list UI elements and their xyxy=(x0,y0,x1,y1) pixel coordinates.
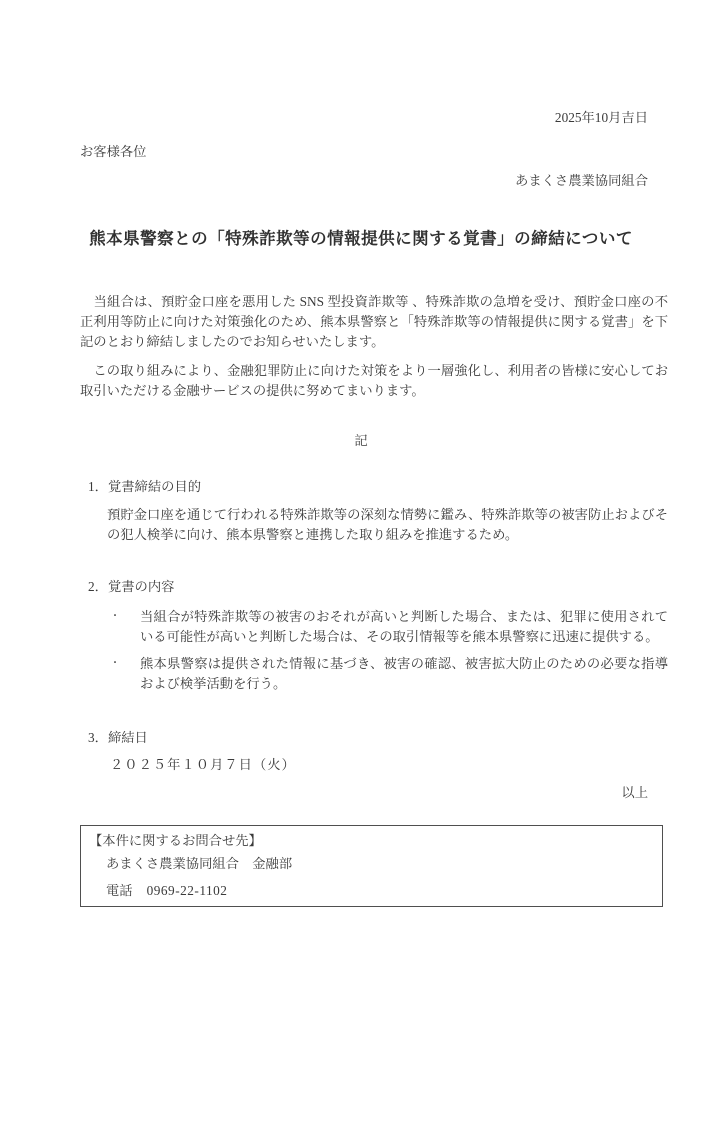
contact-organization: あまくさ農業協同組合 金融部 xyxy=(106,856,293,871)
sender-organization: あまくさ農業協同組合 xyxy=(515,173,648,188)
body-paragraph-1: 当組合は、預貯金口座を悪用した SNS 型投資詐欺等 、特殊詐欺の急増を受け、預貯金口座の不正利用等防止に向けた対策強化のため、熊本県警察と「特殊詐欺等の情報提供に関する覚書」を下記のとおり締結しましたのでお知らせいたします。 xyxy=(80,294,668,349)
body-paragraph-2: この取り組みにより、金融犯罪防止に向けた対策をより一層強化し、利用者の皆様に安心してお取引いただける金融サービスの提供に努めてまいります。 xyxy=(80,363,668,398)
section-2-bullet-1 xyxy=(80,607,668,647)
contact-box-title: 【本件に関するお問合せ先】 xyxy=(89,833,262,848)
section-2-bullet-2 xyxy=(80,654,668,694)
section-3-date: ２０２５年１０月７日（火） xyxy=(110,757,296,772)
document-title: 熊本県警察との「特殊詐欺等の情報提供に関する覚書」の締結について xyxy=(89,229,633,248)
section-1-heading: 1．覚書締結の目的 xyxy=(88,479,202,494)
section-3-heading: 3．締結日 xyxy=(88,730,148,745)
phone-label: 電話 xyxy=(106,883,133,898)
section-2-bullet-1-text: 当組合が特殊詐欺等の被害のおそれが高いと判断した場合、または、犯罪に使用されている可能性が高いと判断した場合は、その取引情報等を熊本県警察に迅速に提供する。 xyxy=(140,609,668,644)
bullet-icon: ・ xyxy=(110,658,120,669)
document-page xyxy=(0,108,724,1132)
contact-phone-line xyxy=(106,881,652,901)
contact-box xyxy=(80,825,663,907)
closing-marker: 以上 xyxy=(621,785,648,800)
section-2-heading: 2．覚書の内容 xyxy=(88,579,175,594)
section-1-body: 預貯金口座を通じて行われる特殊詐欺等の深刻な情勢に鑑み、特殊詐欺等の被害防止およびその犯人検挙に向け、熊本県警察と連携した取り組みを推進するため。 xyxy=(107,507,668,542)
recipient-line: お客様各位 xyxy=(80,144,147,159)
record-marker: 記 xyxy=(354,433,368,448)
section-2-bullet-2-text: 熊本県警察は提供された情報に基づき、被害の確認、被害拡大防止のための必要な指導および検挙活動を行う。 xyxy=(140,656,668,691)
bullet-icon: ・ xyxy=(110,611,120,622)
phone-number: 0969-22-1102 xyxy=(146,883,228,898)
document-date: 2025年10月吉日 xyxy=(554,110,648,125)
